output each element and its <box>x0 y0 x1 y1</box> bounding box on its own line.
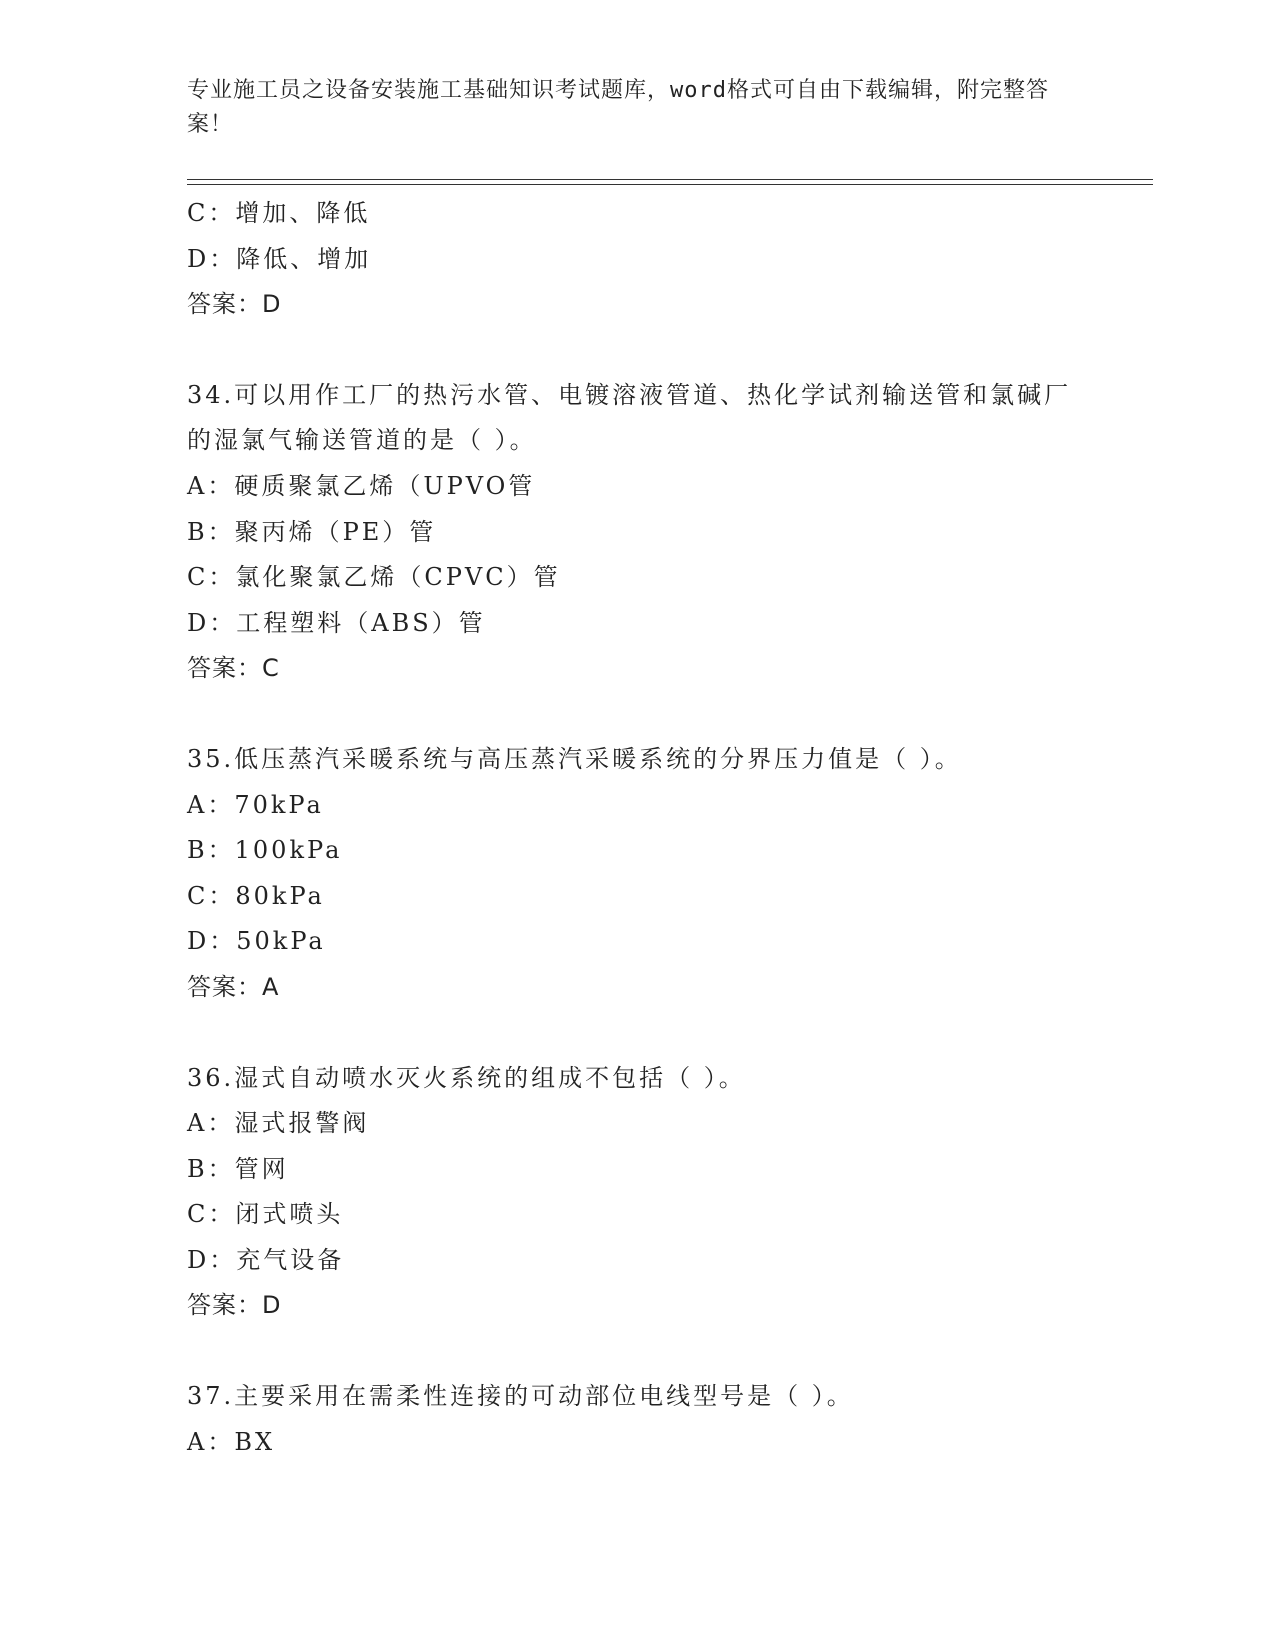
question-stem: 35.低压蒸汽采暖系统与高压蒸汽采暖系统的分界压力值是（ ）。 <box>187 744 962 773</box>
option-text: 管网 <box>234 1154 289 1183</box>
header-divider-bottom <box>187 184 1153 185</box>
option-text: 闭式喷头 <box>235 1200 344 1229</box>
header-divider-top <box>187 179 1153 180</box>
option-key: A： <box>187 790 235 819</box>
option-text: 湿式报警阀 <box>234 1109 370 1138</box>
option-key: B： <box>187 1154 235 1183</box>
option-text: 氯化聚氯乙烯（CPVC）管 <box>235 563 561 592</box>
option-key: D： <box>187 244 237 273</box>
option-key: A： <box>187 471 235 500</box>
option-key: C： <box>187 1200 236 1229</box>
option-text: 100kPa <box>234 836 343 865</box>
option-text: 充气设备 <box>236 1245 345 1274</box>
answer-line: 答案：D <box>187 290 282 319</box>
option-key: B： <box>187 836 235 865</box>
option-key: D： <box>187 1245 237 1274</box>
question-list <box>187 191 1087 1465</box>
option-key: A： <box>187 1109 235 1138</box>
answer-line: 答案：C <box>187 654 280 683</box>
option-b <box>187 510 1087 556</box>
option-b <box>187 828 1087 874</box>
option-c <box>187 1192 1087 1238</box>
option-a <box>187 1420 1087 1466</box>
answer-line: 答案：D <box>187 1291 282 1320</box>
option-text: 50kPa <box>236 927 326 956</box>
option-c <box>187 874 1087 920</box>
option-d <box>187 919 1087 965</box>
option-b <box>187 1147 1087 1193</box>
option-c <box>187 555 1087 601</box>
option-a <box>187 464 1087 510</box>
question-stem: 36.湿式自动喷水灭火系统的组成不包括（ ）。 <box>187 1063 746 1092</box>
option-text: 70kPa <box>234 790 324 819</box>
option-a <box>187 783 1087 829</box>
option-d <box>187 1238 1087 1284</box>
option-d <box>187 237 1087 283</box>
option-text: 硬质聚氯乙烯（UPVO管 <box>234 471 536 500</box>
question-stem: 37.主要采用在需柔性连接的可动部位电线型号是（ ）。 <box>187 1382 854 1411</box>
option-key: A： <box>187 1427 235 1456</box>
answer-line: 答案：A <box>187 972 280 1001</box>
option-key: C： <box>187 563 236 592</box>
page-header-title: 专业施工员之设备安装施工基础知识考试题库，word格式可自由下载编辑，附完整答案！ <box>187 78 1049 137</box>
option-key: C： <box>187 881 236 910</box>
option-key: D： <box>187 608 237 637</box>
option-text: 工程塑料（ABS）管 <box>236 608 486 637</box>
option-text: 聚丙烯（PE）管 <box>234 517 437 546</box>
option-text: 增加、降低 <box>235 199 371 227</box>
option-key: D： <box>187 927 237 956</box>
option-key: C： <box>187 199 236 227</box>
option-key: B： <box>187 517 235 546</box>
option-c <box>187 191 1087 237</box>
option-d <box>187 601 1087 647</box>
option-text: 降低、增加 <box>236 244 372 273</box>
question-stem: 34.可以用作工厂的热污水管、电镀溶液管道、热化学试剂输送管和氯碱厂的湿氯气输送管道的是（ ）。 <box>187 380 1072 455</box>
option-text: 80kPa <box>235 881 325 910</box>
option-a <box>187 1101 1087 1147</box>
option-text: BX <box>234 1427 276 1456</box>
